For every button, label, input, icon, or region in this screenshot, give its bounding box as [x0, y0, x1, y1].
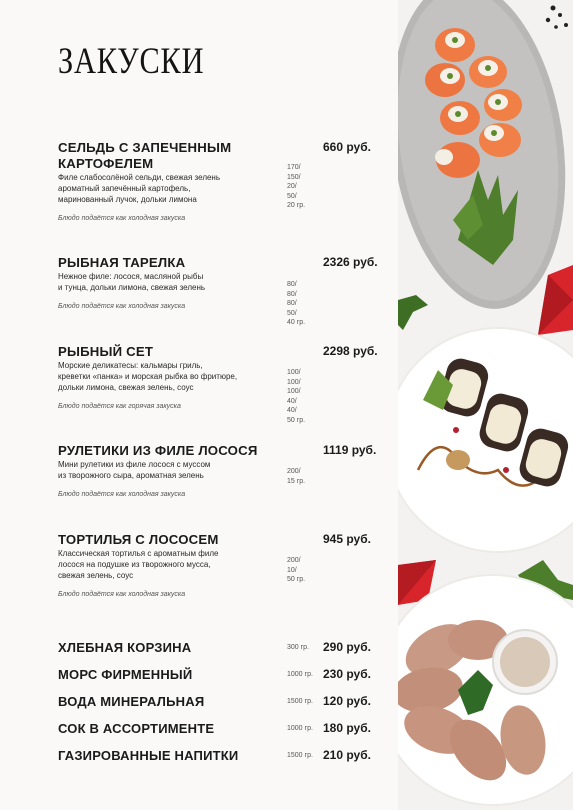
item-serving-note: Блюдо подаётся как холодная закуска — [58, 215, 186, 222]
extra-name: СОК В АССОРТИМЕНТЕ — [58, 721, 215, 736]
food-photo-strip — [398, 0, 573, 810]
item-serving-note: Блюдо подаётся как холодная закуска — [58, 303, 186, 310]
extra-price: 180 руб. — [323, 721, 371, 735]
menu-item — [58, 344, 388, 424]
item-price: 945 руб. — [323, 532, 371, 546]
extra-item — [58, 721, 388, 739]
extra-name: ГАЗИРОВАННЫЕ НАПИТКИ — [58, 748, 239, 763]
extra-price: 230 руб. — [323, 667, 371, 681]
item-price: 660 руб. — [323, 140, 371, 154]
extra-item — [58, 640, 388, 658]
item-weight: 200/ 15 гр. — [287, 468, 306, 485]
item-description: Морские деликатесы: кальмары гриль, креветки «панка» и морская рыбка во фритюре, дольки лимона, свежая зелень, соус — [58, 361, 238, 392]
salmon-rolls-plate-photo — [398, 0, 573, 320]
extra-price: 120 руб. — [323, 694, 371, 708]
item-price: 2298 руб. — [323, 344, 378, 358]
item-price: 2326 руб. — [323, 255, 378, 269]
extra-name: ХЛЕБНАЯ КОРЗИНА — [58, 640, 192, 655]
item-serving-note: Блюдо подаётся как холодная закуска — [58, 491, 186, 498]
item-description: Классическая тортилья с ароматным филе лосося на подушке из творожного мусса, свежая зелень, соус — [58, 549, 219, 580]
item-description: Нежное филе: лосося, масляной рыбы и тунца, дольки лимона, свежая зелень — [58, 272, 206, 292]
extra-item — [58, 694, 388, 712]
eggplant-rolls-plate-photo — [398, 328, 573, 552]
item-weight: 100/ 100/ 100/ 40/ 40/ 50 гр. — [287, 369, 306, 424]
extra-weight: 1500 гр. — [287, 752, 313, 759]
item-serving-note: Блюдо подаётся как холодная закуска — [58, 591, 186, 598]
extra-price: 210 руб. — [323, 748, 371, 762]
page-title: ЗАКУСКИ — [58, 41, 205, 82]
extra-weight: 1000 гр. — [287, 725, 313, 732]
item-weight: 80/ 80/ 80/ 50/ 40 гр. — [287, 281, 306, 326]
item-weight: 200/ 10/ 50 гр. — [287, 557, 306, 583]
extra-weight: 1500 гр. — [287, 698, 313, 705]
item-name: ТОРТИЛЬЯ С ЛОСОСЕМ — [58, 532, 219, 547]
extra-item — [58, 667, 388, 685]
item-description: Мини рулетики из филе лосося с муссом из творожного сыра, ароматная зелень — [58, 460, 211, 480]
extra-weight: 1000 гр. — [287, 671, 313, 678]
item-serving-note: Блюдо подаётся как горячая закуска — [58, 403, 181, 410]
item-weight: 170/ 150/ 20/ 50/ 20 гр. — [287, 164, 306, 209]
extra-weight: 300 гр. — [287, 644, 310, 651]
food-photo-illustration — [398, 0, 573, 810]
item-description: Филе слабосолёной сельди, свежая зелень ароматный запечённый картофель, маринованный лучок, дольки лимона — [58, 173, 221, 204]
item-name: РЫБНЫЙ СЕТ — [58, 344, 154, 359]
extra-name: МОРС ФИРМЕННЫЙ — [58, 667, 193, 682]
extra-price: 290 руб. — [323, 640, 371, 654]
item-price: 1119 руб. — [323, 443, 377, 457]
menu-item — [58, 255, 388, 326]
extra-name: ВОДА МИНЕРАЛЬНАЯ — [58, 694, 205, 709]
menu-item — [58, 532, 388, 598]
item-name: СЕЛЬДЬ С ЗАПЕЧЕННЫМ КАРТОФЕЛЕМ — [58, 140, 232, 171]
item-name: РУЛЕТИКИ ИЗ ФИЛЕ ЛОСОСЯ — [58, 443, 258, 458]
extra-item — [58, 748, 388, 766]
menu-item — [58, 140, 388, 222]
item-name: РЫБНАЯ ТАРЕЛКА — [58, 255, 186, 270]
meat-plate-photo — [398, 575, 573, 805]
menu-item — [58, 443, 388, 498]
